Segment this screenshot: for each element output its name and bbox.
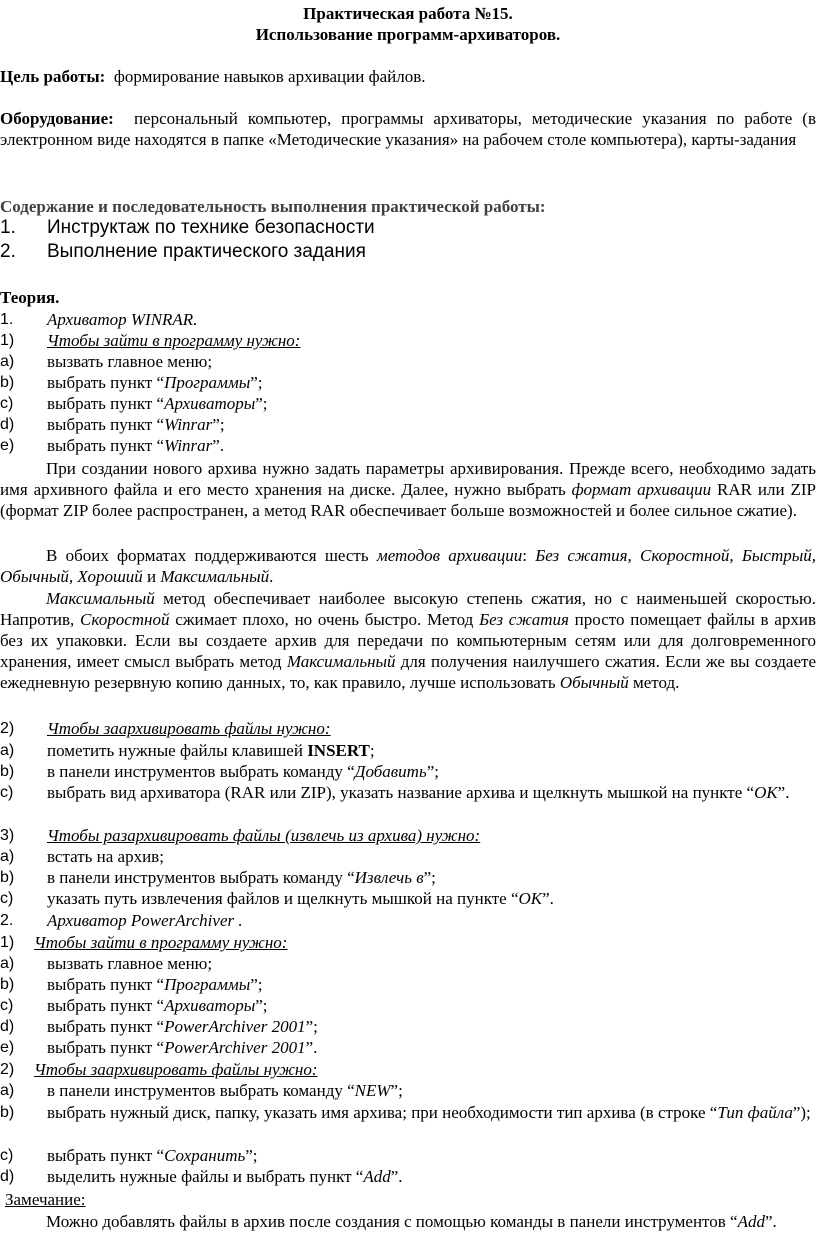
- goal-paragraph: [0, 66, 816, 87]
- list-number: 2.: [0, 241, 16, 262]
- equipment-label: Оборудование:: [0, 109, 114, 128]
- body-paragraph: Максимальный метод обеспечивает наиболее высокую степень сжатия, но с наименьшей скоростью. Напротив, Скоростной сжимает плохо, но очень быстро. Метод Без сжатия просто помещает файлы в архив без их упаковки. Если вы создаете архив для передачи по компьютерным сетям или для долговременного хранения, имеет смысл выбрать метод Максимальный для получения наилучшего сжатия. Если же вы создаете ежедневную резервную копию данных, то, как правило, лучше использовать Обычный метод.: [0, 589, 816, 692]
- list-item: d) выделить нужные файлы и выбрать пункт “Add”.: [0, 1167, 403, 1186]
- list-item: b) выбрать пункт “Программы”;: [0, 975, 263, 994]
- content-heading: Содержание и последовательность выполнения практической работы:: [0, 197, 546, 216]
- list-item: b) в панели инструментов выбрать команду “Извлечь в”;: [0, 868, 436, 887]
- list-item: b) выбрать пункт “Программы”;: [0, 373, 263, 392]
- list-item: e) выбрать пункт “PowerArchiver 2001”.: [0, 1038, 318, 1057]
- list-item: a) в панели инструментов выбрать команду “NEW”;: [0, 1081, 403, 1100]
- winrar-section-title: 1. Архиватор WINRAR.: [0, 310, 198, 329]
- note-text: Можно добавлять файлы в архив после создания с помощью команды в панели инструментов “Add”.: [46, 1212, 777, 1231]
- content-item: [0, 241, 816, 262]
- list-item: c) выбрать пункт “Сохранить”;: [0, 1146, 258, 1165]
- list-item: b) в панели инструментов выбрать команду “Добавить”;: [0, 762, 439, 781]
- list-item: b) выбрать нужный диск, папку, указать имя архива; при необходимости тип архива (в строке “Тип файла”);: [0, 1103, 811, 1122]
- power-archive-title: 2) Чтобы заархивировать файлы нужно:: [0, 1060, 318, 1079]
- winrar-archive-title: 2) Чтобы заархивировать файлы нужно:: [0, 719, 331, 738]
- list-number: 1.: [0, 217, 16, 238]
- goal-label: Цель работы:: [0, 67, 106, 86]
- list-item: c) указать путь извлечения файлов и щелкнуть мышкой на пункте “ОК”.: [0, 889, 554, 908]
- document-subtitle: Использование программ-архиваторов.: [255, 25, 561, 44]
- list-item: c) выбрать пункт “Архиваторы”;: [0, 996, 268, 1015]
- content-item-text: Инструктаж по технике безопасности: [47, 217, 375, 238]
- list-item: c) выбрать пункт “Архиваторы”;: [0, 394, 268, 413]
- winrar-extract-title: 3) Чтобы разархивировать файлы (извлечь из архива) нужно:: [0, 826, 481, 845]
- list-item: a) пометить нужные файлы клавишей INSERT;: [0, 741, 375, 760]
- document-title: Практическая работа №15.: [303, 4, 513, 23]
- theory-heading: Теория.: [0, 288, 60, 307]
- list-item: d) выбрать пункт “PowerArchiver 2001”;: [0, 1017, 318, 1036]
- power-open-title: 1) Чтобы зайти в программу нужно:: [0, 933, 288, 952]
- list-item: d) выбрать пункт “Winrar”;: [0, 415, 225, 434]
- content-item-text: Выполнение практического задания: [47, 241, 366, 262]
- power-section-title: 2. Архиватор PowerArchiver .: [0, 911, 243, 930]
- list-item: a) вызвать главное меню;: [0, 954, 213, 973]
- list-item: a) вызвать главное меню;: [0, 352, 213, 371]
- body-paragraph: В обоих форматах поддерживаются шесть методов архивации: Без сжатия, Скоростной, Быстрый, Обычный, Хороший и Максимальный.: [0, 546, 816, 586]
- winrar-open-title: 1) Чтобы зайти в программу нужно:: [0, 331, 301, 350]
- equipment-paragraph: [0, 108, 816, 150]
- note-label: Замечание:: [5, 1190, 86, 1209]
- list-item: a) встать на архив;: [0, 847, 164, 866]
- content-item: [0, 217, 816, 238]
- goal-text: формирование навыков архивации файлов.: [113, 67, 426, 86]
- body-paragraph: При создании нового архива нужно задать параметры архивирования. Прежде всего, необходимо задать имя архивного файла и его место хранения на диске. Далее, нужно выбрать формат архивации RAR или ZIP (формат ZIP более распространен, а метод RAR обеспечивает больше возможностей и более сильное сжатие).: [0, 459, 816, 520]
- list-item: e) выбрать пункт “Winrar”.: [0, 436, 225, 455]
- list-item: c) выбрать вид архиватора (RAR или ZIP), указать название архива и щелкнуть мышкой на пункте “ОК”.: [0, 783, 790, 802]
- equipment-text: персональный компьютер, программы архиваторы, методические указания по работе (в электронном виде находятся в папке «Методические указания» на рабочем столе компьютера), карты-задания: [0, 109, 816, 149]
